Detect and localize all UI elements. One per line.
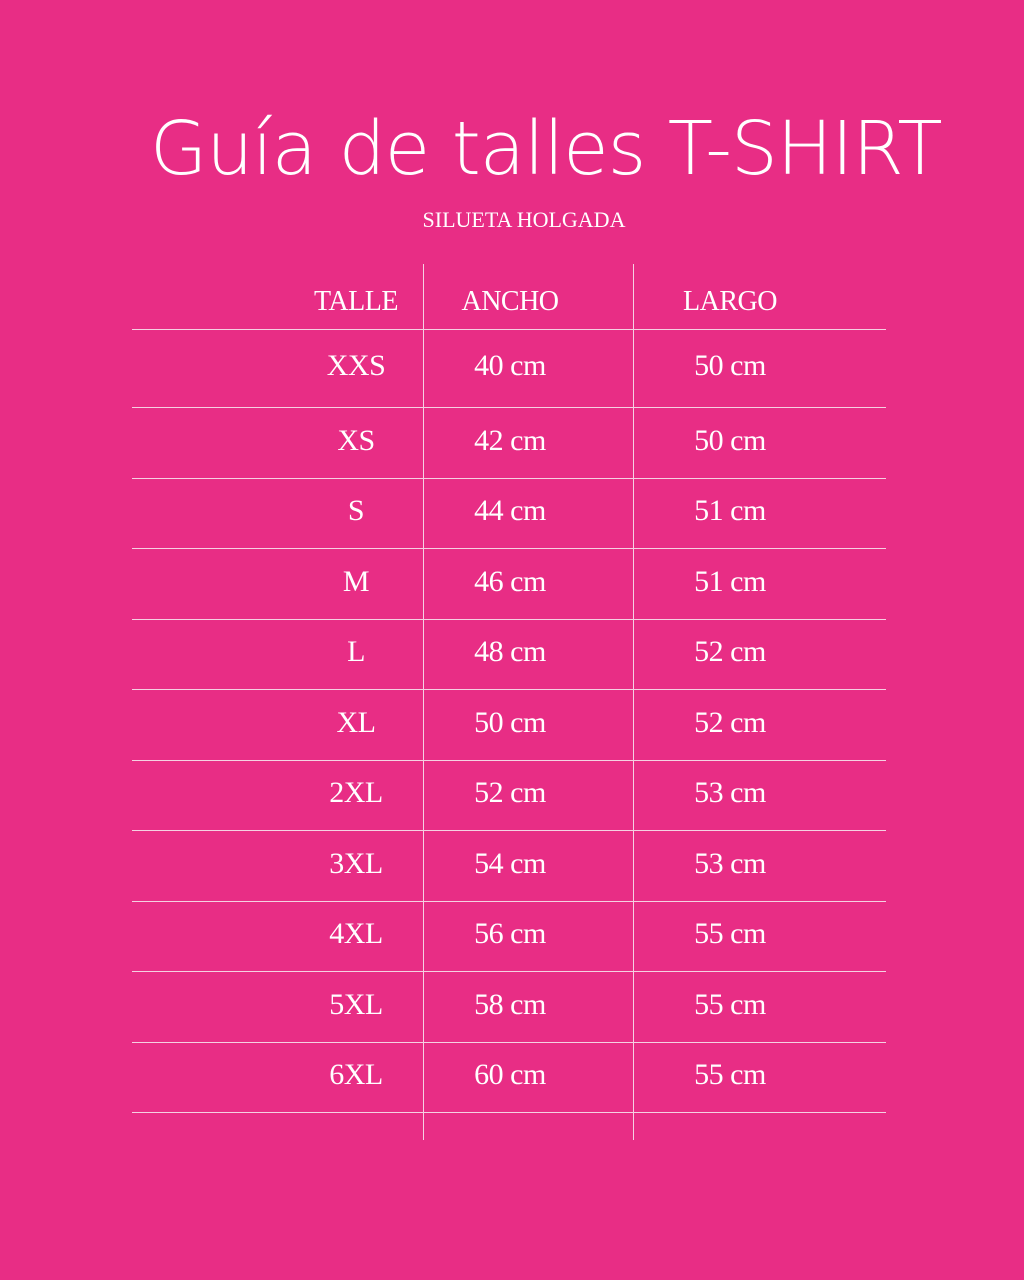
cell-ancho: 44 cm	[474, 494, 546, 527]
cell-largo: 51 cm	[694, 564, 766, 598]
cell-largo: 50 cm	[694, 349, 766, 382]
cell-largo: 55 cm	[694, 1058, 766, 1091]
row-divider	[132, 971, 886, 972]
cell-ancho: 42 cm	[474, 423, 546, 457]
cell-ancho: 40 cm	[474, 349, 546, 382]
cell-talle: 2XL	[329, 776, 383, 809]
column-header-ancho: ANCHO	[461, 286, 559, 317]
cell-largo: 51 cm	[694, 494, 766, 527]
cell-largo: 53 cm	[694, 776, 766, 809]
row-divider	[132, 689, 886, 690]
row-divider	[132, 901, 886, 902]
row-divider	[132, 1112, 886, 1113]
row-divider	[132, 548, 886, 549]
row-divider	[132, 830, 886, 831]
row-divider	[132, 760, 886, 761]
column-divider	[633, 264, 634, 1140]
cell-talle: S	[347, 494, 365, 527]
row-divider	[132, 619, 886, 620]
row-divider	[132, 329, 886, 330]
cell-talle: 4XL	[329, 917, 383, 950]
row-divider	[132, 1042, 886, 1043]
cell-talle: 5XL	[329, 987, 383, 1021]
cell-talle: L	[347, 635, 365, 668]
cell-ancho: 58 cm	[474, 987, 546, 1021]
cell-talle: 3XL	[329, 846, 383, 880]
cell-ancho: 54 cm	[474, 846, 546, 880]
column-header-talle: TALLE	[314, 286, 398, 317]
column-divider	[423, 264, 424, 1140]
cell-ancho: 52 cm	[474, 776, 546, 809]
row-divider	[132, 407, 886, 408]
cell-largo: 55 cm	[694, 917, 766, 950]
cell-largo: 52 cm	[694, 705, 766, 739]
cell-largo: 53 cm	[694, 846, 766, 880]
cell-ancho: 48 cm	[474, 635, 546, 668]
cell-talle: M	[342, 564, 370, 598]
cell-largo: 52 cm	[694, 635, 766, 668]
page-title: Guía de talles T-SHIRT	[150, 106, 942, 192]
cell-talle: XXS	[326, 349, 386, 382]
cell-talle: 6XL	[329, 1058, 383, 1091]
cell-largo: 50 cm	[694, 423, 766, 457]
cell-largo: 55 cm	[694, 987, 766, 1021]
cell-ancho: 46 cm	[474, 564, 546, 598]
cell-talle: XL	[336, 705, 376, 739]
cell-talle: XS	[337, 423, 375, 457]
cell-ancho: 56 cm	[474, 917, 546, 950]
cell-ancho: 50 cm	[474, 705, 546, 739]
page-subtitle: SILUETA HOLGADA	[422, 207, 626, 232]
column-header-largo: LARGO	[683, 286, 777, 317]
row-divider	[132, 478, 886, 479]
cell-ancho: 60 cm	[474, 1058, 546, 1091]
